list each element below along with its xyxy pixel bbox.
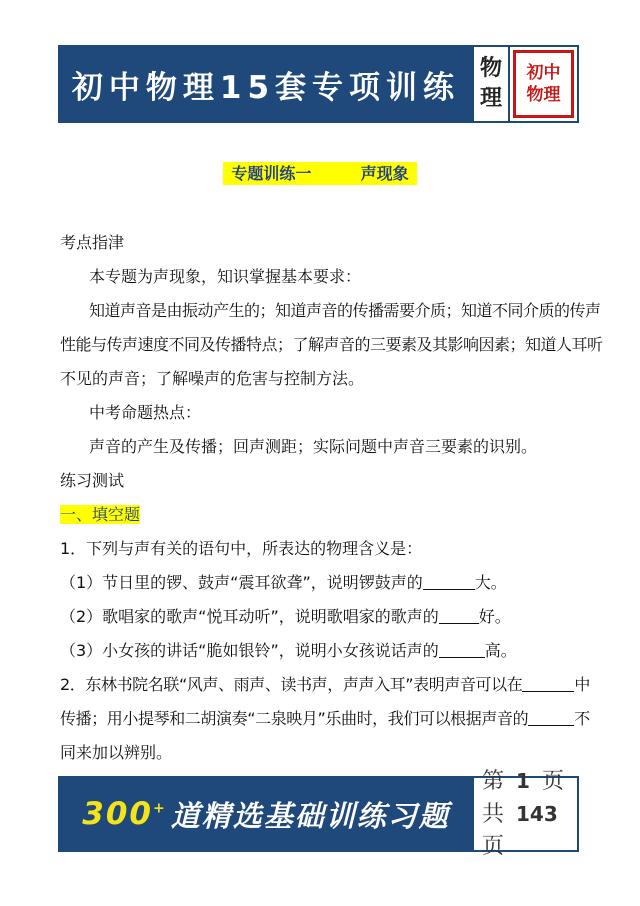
- question-1-3-suffix: 高。: [484, 641, 517, 660]
- page-prefix: 第: [482, 769, 505, 794]
- answer-blank[interactable]: [522, 675, 574, 692]
- page-suffix: 页: [541, 769, 564, 794]
- page-number: 1: [516, 769, 530, 793]
- footer-slogan: [60, 778, 472, 850]
- answer-blank[interactable]: [528, 709, 574, 726]
- answer-blank[interactable]: [439, 641, 485, 658]
- section-title-part1: 专题训练一: [227, 162, 315, 185]
- question-1-1-suffix: 大。: [474, 573, 507, 592]
- requirement-line-2: 性能与传声速度不同及传播特点；了解声音的三要素及其影响因素；知道人耳听: [60, 335, 603, 354]
- fill-heading: 一、填空题: [60, 505, 141, 524]
- question-1-2: [60, 600, 580, 634]
- header-banner: [58, 45, 579, 123]
- footer-slogan-text: 道精选基础训练习题: [170, 798, 450, 833]
- question-2-suffix: 中: [574, 675, 590, 694]
- practice-heading: 练习测试: [60, 471, 125, 490]
- answer-blank[interactable]: [439, 607, 479, 624]
- total-prefix: 共: [482, 802, 505, 827]
- question-2-text-2: 传播；用小提琴和二胡演奏“二泉映月”乐曲时，我们可以根据声音的: [60, 709, 529, 728]
- section-title-part2: 声现象: [357, 162, 413, 185]
- question-2-text: 2．东林书院名联“风声、雨声、读书声，声声入耳”表明声音可以在: [60, 675, 523, 694]
- requirement-line-1: 知道声音是由振动产生的；知道声音的传播需要介质；知道不同介质的传声: [89, 301, 601, 320]
- exercise-count-number: 300: [82, 796, 153, 832]
- section-title: [0, 161, 640, 184]
- subject-char-2: 理: [479, 86, 502, 111]
- question-1-3: [60, 634, 580, 668]
- badge-line-1: 初中: [526, 63, 561, 83]
- question-1-1: [60, 566, 580, 600]
- total-pages: [482, 798, 577, 863]
- intro-paragraph: 本专题为声现象，知识掌握基本要求：: [89, 267, 362, 286]
- total-number: 143: [516, 802, 558, 826]
- current-page: [482, 765, 577, 798]
- badge-line-2: 物理: [526, 85, 561, 105]
- page-counter: [472, 769, 577, 859]
- answer-blank[interactable]: [423, 573, 475, 590]
- kaodian-heading: 考点指津: [60, 233, 125, 252]
- hot-text: 声音的产生及传播；回声测距；实际问题中声音三要素的识别。: [89, 437, 538, 456]
- question-1-1-text: （1）节日里的锣、鼓声“震耳欲聋”，说明锣鼓声的: [60, 573, 423, 592]
- document-body: [60, 226, 603, 770]
- hot-heading: 中考命题热点：: [89, 403, 202, 422]
- requirement-line-3: 不见的声音；了解噪声的危害与控制方法。: [60, 369, 365, 388]
- question-2-line-1: [60, 668, 590, 702]
- question-1-3-text: （3）小女孩的讲话“脆如银铃”，说明小女孩说话声的: [60, 641, 439, 660]
- footer-banner: [58, 769, 579, 859]
- header-title: 初中物理15套专项训练: [60, 47, 472, 121]
- question-1-2-suffix: 好。: [478, 607, 511, 626]
- question-2-line-2: [60, 702, 590, 736]
- subject-vertical-label: [472, 47, 510, 121]
- subject-char-1: 物: [479, 56, 502, 81]
- question-2-line-3: 同来加以辨别。: [60, 743, 173, 762]
- subject-badge: [513, 50, 574, 118]
- exercise-count-plus: +: [152, 800, 167, 817]
- question-1: 1．下列与声有关的语句中，所表达的物理含义是：: [60, 539, 423, 558]
- fill-heading-row: [60, 498, 580, 532]
- exercise-count: [82, 796, 166, 832]
- question-1-2-text: （2）歌唱家的歌声“悦耳动听”，说明歌唱家的歌声的: [60, 607, 439, 626]
- question-2-suffix-2: 不: [574, 709, 590, 728]
- total-suffix: 页: [482, 834, 505, 859]
